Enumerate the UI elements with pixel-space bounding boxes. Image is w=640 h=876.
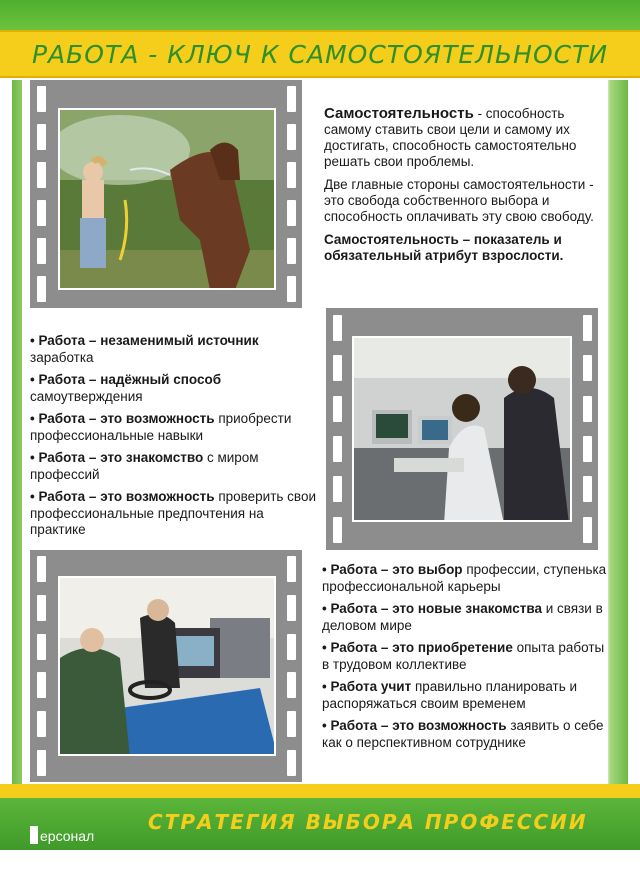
list-item: • Работа – это возможность заявить о себе как о перспективном сотруднике	[322, 718, 604, 750]
film-strip-1	[30, 80, 302, 308]
list-item: • Работа – это приобретение опыта работы в трудовом коллективе	[322, 640, 605, 672]
photo-driving-simulator	[58, 576, 276, 756]
logo-text: ерсонал	[40, 828, 95, 844]
intro-term: Самостоятельность	[324, 105, 474, 122]
photo-horse-washing	[58, 108, 276, 290]
film-strip-3	[30, 550, 302, 782]
list-item: • Работа – это новые знакомства и связи в деловом мире	[322, 601, 603, 633]
bottom-margin	[0, 850, 640, 876]
list-item: • Работа учит правильно планировать и распоряжаться своим временем	[322, 679, 578, 711]
list-item: • Работа – это возможность проверить свои профессиональные предпочтения на практике	[30, 489, 317, 537]
list-item: • Работа – незаменимый источник заработка	[30, 333, 259, 365]
bullets-left	[30, 333, 320, 545]
photo-computer-lab	[352, 336, 572, 522]
bottom-yellow-strip	[0, 784, 640, 798]
list-item: • Работа – это знакомство с миром профессий	[30, 450, 259, 482]
logo	[30, 826, 94, 844]
logo-mark-icon	[30, 826, 38, 844]
list-item: • Работа – это выбор профессии, ступенька профессиональной карьеры	[322, 562, 607, 594]
intro-text	[324, 106, 610, 271]
film-strip-2	[326, 308, 598, 550]
footer-slogan: СТРАТЕГИЯ ВЫБОРА ПРОФЕССИИ	[148, 810, 588, 834]
top-green-strip	[0, 0, 640, 30]
page-title: РАБОТА - КЛЮЧ К САМОСТОЯТЕЛЬНОСТИ	[31, 39, 609, 69]
intro-paragraph-2: Две главные стороны самостоятельности - это свобода собственного выбора и способность оплачивать эту свою свободу.	[324, 177, 594, 224]
intro-paragraph-3: Самостоятельность – показатель и обязательный атрибут взрослости.	[324, 232, 564, 263]
title-band	[0, 30, 640, 78]
bullets-right	[322, 562, 612, 757]
list-item: • Работа – это возможность приобрести профессиональные навыки	[30, 411, 292, 443]
list-item: • Работа – надёжный способ самоутверждения	[30, 372, 222, 404]
footer-band	[0, 798, 640, 850]
intro-definition: - способность самому ставить свои цели и самому их достигать, способность самостоятельно решать свои проблемы.	[324, 106, 577, 169]
